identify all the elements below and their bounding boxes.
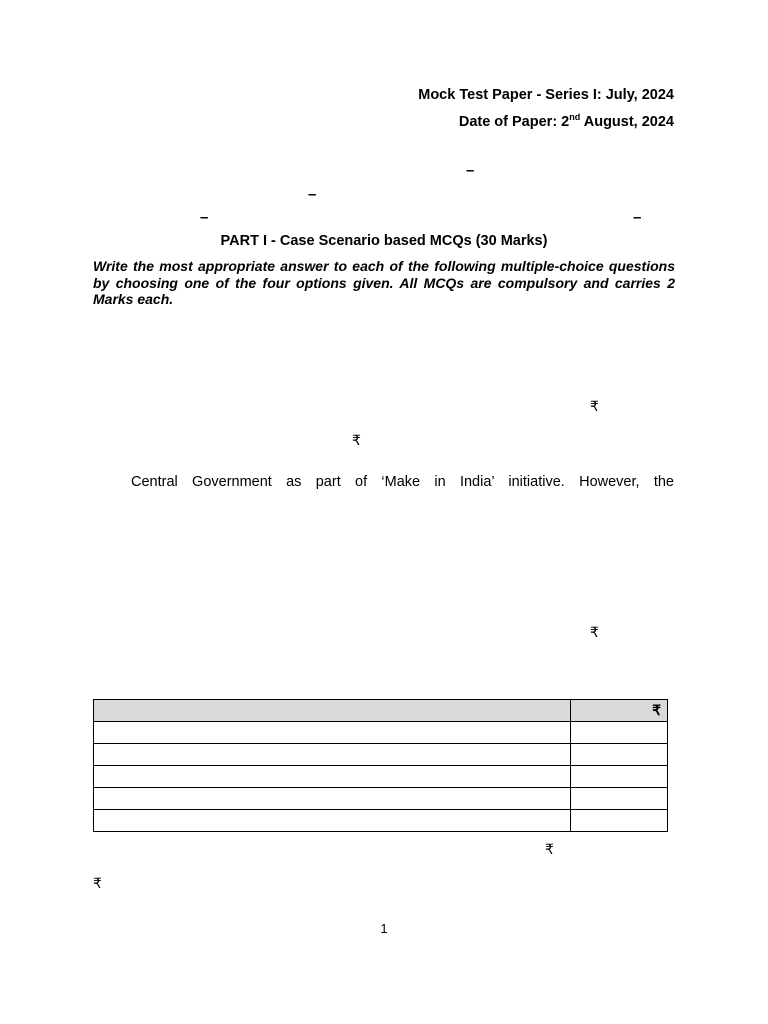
table-header-label bbox=[94, 700, 571, 722]
series-line: Mock Test Paper - Series I: July, 2024 bbox=[418, 87, 674, 103]
page-number: 1 bbox=[380, 921, 388, 936]
instructions: Write the most appropriate answer to each of the following multiple-choice questions by choosing one of the four options given. All MCQs are compulsory and carries 2 Marks each. bbox=[93, 258, 675, 307]
dash-mark: – bbox=[308, 186, 317, 203]
body-text-line: Central Government as part of ‘Make in India’ initiative. However, the bbox=[131, 474, 674, 490]
table-cell-amount bbox=[571, 744, 668, 766]
part-title: PART I - Case Scenario based MCQs (30 Marks) bbox=[220, 233, 548, 249]
table-cell-amount bbox=[571, 766, 668, 788]
table-cell-label bbox=[94, 722, 571, 744]
rupee-symbol: ₹ bbox=[590, 398, 599, 414]
rupee-symbol: ₹ bbox=[545, 841, 554, 857]
table-cell-amount bbox=[571, 810, 668, 832]
table-cell-label bbox=[94, 744, 571, 766]
rupee-symbol: ₹ bbox=[590, 624, 599, 640]
table-cell-amount bbox=[571, 722, 668, 744]
rupee-symbol: ₹ bbox=[93, 875, 102, 891]
financial-table bbox=[93, 699, 668, 832]
dash-mark: – bbox=[633, 209, 642, 226]
rupee-symbol: ₹ bbox=[352, 432, 361, 448]
table-row bbox=[94, 788, 668, 810]
table-row bbox=[94, 766, 668, 788]
table-cell-label bbox=[94, 810, 571, 832]
table-row bbox=[94, 810, 668, 832]
table-cell-label bbox=[94, 788, 571, 810]
table-row bbox=[94, 744, 668, 766]
table-header-amount: ₹ bbox=[571, 700, 668, 722]
dash-mark: – bbox=[200, 209, 209, 226]
date-line: Date of Paper: 2nd August, 2024 bbox=[458, 112, 674, 130]
table-row bbox=[94, 722, 668, 744]
table-header-row bbox=[94, 700, 668, 722]
dash-mark: – bbox=[466, 162, 475, 179]
table-cell-label bbox=[94, 766, 571, 788]
table-cell-amount bbox=[571, 788, 668, 810]
